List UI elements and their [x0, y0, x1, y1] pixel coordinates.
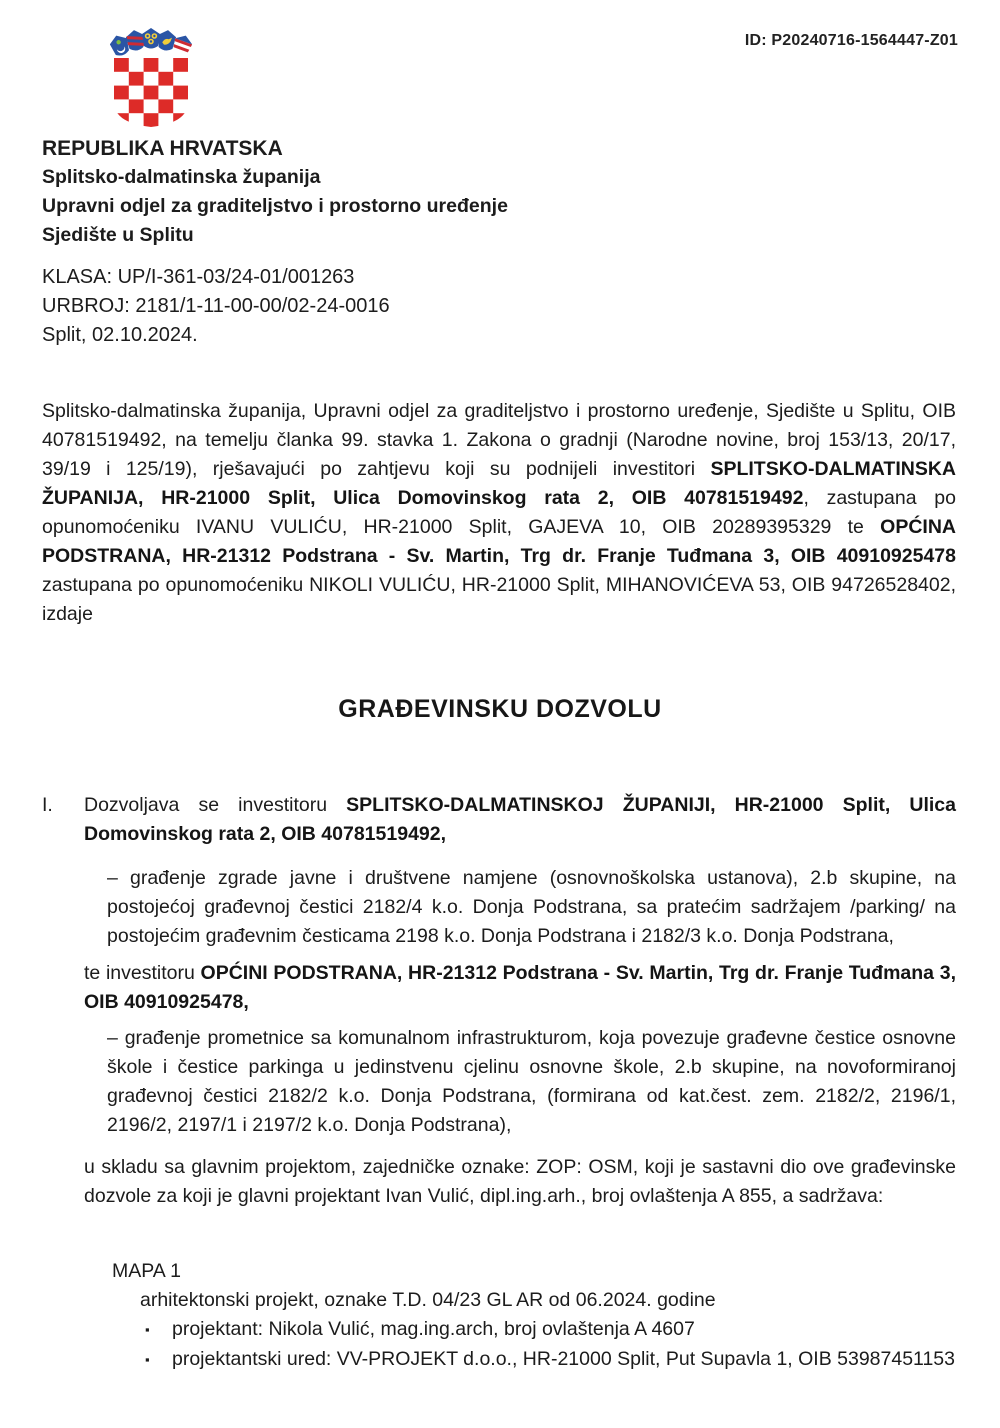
- mapa1-bullet-designer-text: projektant: Nikola Vulić, mag.ing.arch, broj ovlaštenja A 4607: [172, 1318, 695, 1340]
- klasa-line: KLASA: UP/I-361-03/24-01/001263: [42, 266, 355, 288]
- investor2-name-bold: OPĆINI PODSTRANA, HR-21312 Podstrana - Sv. Martin, Trg dr. Franje Tuđmana 3, OIB 40910925478: [84, 962, 956, 1013]
- intro-paragraph: [42, 397, 956, 629]
- investor2-lead-text: te investitoru: [84, 962, 201, 984]
- mapa1-subtitle: arhitektonski projekt, oznake T.D. 04/23 GL AR od 06.2024. godine: [140, 1289, 716, 1311]
- document-title: GRAĐEVINSKU DOZVOLU: [338, 695, 662, 723]
- closing-paragraph: u skladu sa glavnim projektom, zajedničke oznake: ZOP: OSM, koji je sastavni dio ove građevinske dozvole za koji je glavni projektant Ivan Vulić, dipl.ing.arh., broj ovlaštenja A 855, a sadržava:: [84, 1156, 956, 1207]
- document-id-label: ID: P20240716-1564447-Z01: [744, 32, 958, 49]
- section1-lead-tail: ,: [440, 823, 447, 845]
- permit-item-school: – građenje zgrade javne i društvene namjene (osnovnoškolska ustanova), 2.b skupine, na postojećoj građevnoj čestici 2182/4 k.o. Donja Podstrana, sa pratećim sadržajem /parking/ na postojećim građevnim česticama 2198 k.o. Donja Podstrana i 2182/3 k.o. Donja Podstrana,: [107, 867, 956, 947]
- case-reference-block: [42, 263, 1000, 350]
- permit-item-road: – građenje prometnice sa komunalnom infrastrukturom, koja povezuje građevne čestice osnovne škole i čestice parkinga u jedinstvenu cjelinu osnovne škole, 2.b skupine, na novoformiranoj građevnoj čestici 2182/2 k.o. Donja Podstrana, (formirana od kat.čest. zem. 2182/2, 2196/1, 2196/2, 2197/1 i 2197/2 k.o. Donja Podstrana),: [107, 1027, 956, 1136]
- croatia-coat-of-arms-icon: [110, 28, 192, 128]
- section1-lead-text: Dozvoljava se investitoru: [84, 794, 347, 816]
- mapa1-bullet-office: [145, 1345, 956, 1375]
- bullet-square-icon: ▪: [145, 1351, 150, 1367]
- investor1-name: SPLITSKO-DALMATINSKA ŽUPANIJA, HR-21000 Split, Ulica Domovinskog rata 2, OIB 40781519492: [42, 458, 956, 509]
- section1-investor1: SPLITSKO-DALMATINSKOJ ŽUPANIJI, HR-21000 Split, Ulica Domovinskog rata 2, OIB 40781519492: [84, 794, 956, 845]
- bullet-square-icon: ▪: [145, 1322, 150, 1337]
- investor2-paragraph: [84, 959, 956, 1017]
- intro-text-3: zastupana po opunomoćeniku NIKOLI VULIĆU, HR-21000 Split, MIHANOVIĆEVA 53, OIB 94726528402, izdaje: [42, 574, 956, 625]
- checkerboard-pattern: [114, 58, 188, 127]
- crown-shield-leopards-icon: [142, 28, 160, 49]
- authority-department: Upravni odjel za graditeljstvo i prostorno uređenje: [42, 195, 508, 217]
- mapa1-bullet-office-text: projektantski ured: VV-PROJEKT d.o.o., HR-21000 Split, Put Supavla 1, OIB 53987451153: [172, 1347, 955, 1370]
- authority-county: Splitsko-dalmatinska županija: [42, 166, 321, 188]
- issuing-authority-block: [42, 134, 1000, 250]
- investor2-tail: ,: [243, 991, 249, 1013]
- section1-marker: I.: [42, 794, 53, 816]
- mapa1-bullet-designer: [145, 1315, 956, 1345]
- mapa1-title: MAPA 1: [112, 1260, 182, 1282]
- authority-country: REPUBLIKA HRVATSKA: [42, 137, 283, 160]
- place-date-line: Split, 02.10.2024.: [42, 324, 198, 346]
- section1-lead-paragraph: [42, 791, 956, 849]
- authority-seat: Sjedište u Splitu: [42, 224, 194, 246]
- urbroj-line: URBROJ: 2181/1-11-00-00/02-24-0016: [42, 295, 390, 317]
- investor2-name: OPĆINA PODSTRANA, HR-21312 Podstrana - Sv. Martin, Trg dr. Franje Tuđmana 3, OIB 40910925478: [42, 516, 956, 567]
- intro-text-1: Splitsko-dalmatinska županija, Upravni odjel za graditeljstvo i prostorno uređenje, Sjedište u Splitu, OIB 40781519492, na temelju članka 99. stavka 1. Zakona o gradnji (Narodne novine, broj 153/13, 20/17, 39/19 i 125/19), rješavajući po zahtjevu koji su podnijeli investitori: [42, 400, 956, 480]
- intro-text-2: , zastupana po opunomoćeniku IVANU VULIĆU, HR-21000 Split, GAJEVA 10, OIB 20289395329 te: [42, 487, 956, 538]
